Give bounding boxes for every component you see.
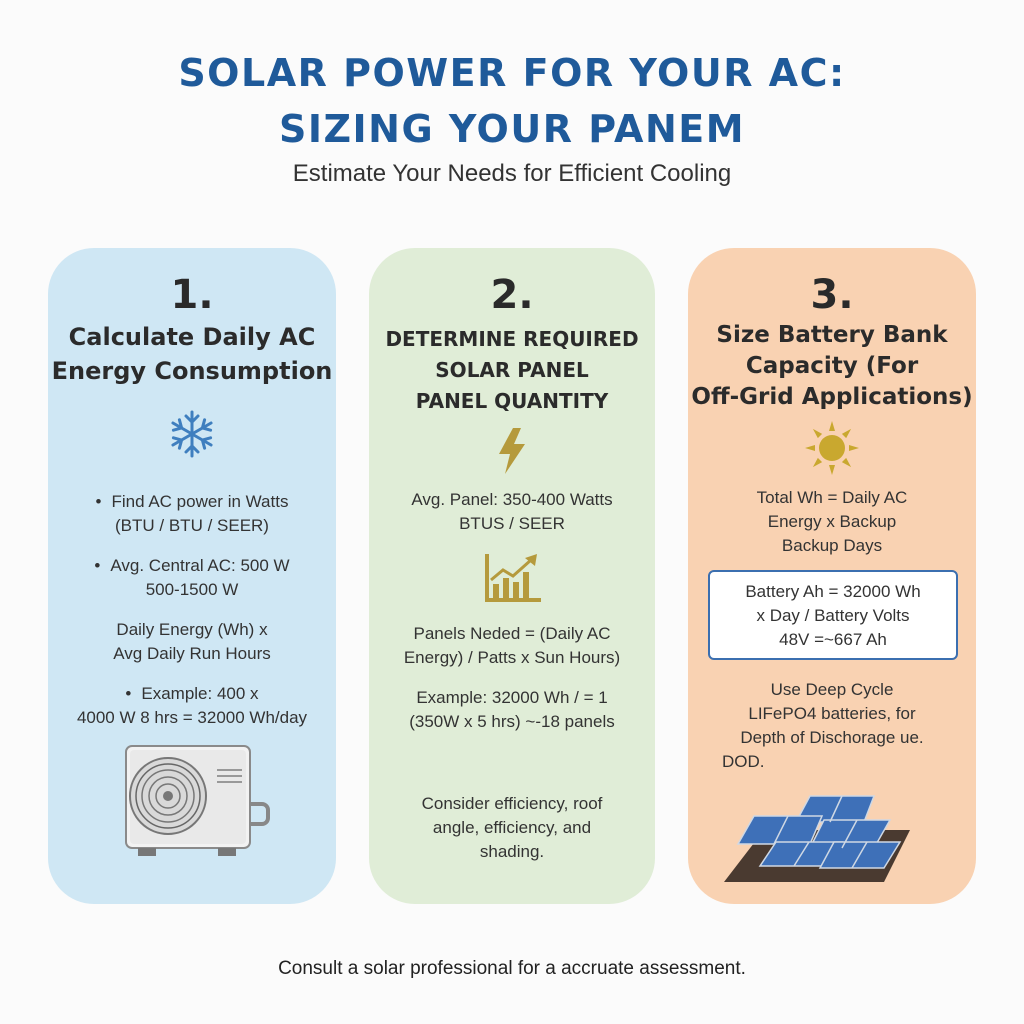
card-text-block — [48, 554, 336, 602]
solar-panels-icon — [724, 790, 910, 886]
card-title-line: Off-Grid Applications) — [691, 384, 973, 410]
card-title-line: Size Battery Bank — [716, 322, 948, 348]
ac-unit-icon — [122, 742, 272, 860]
card-title-line: Capacity (For — [745, 353, 919, 379]
card-title-line: PANEL QUANTITY — [415, 389, 609, 413]
text-line: DOD. — [722, 752, 765, 771]
card-text-block — [369, 622, 655, 670]
card-text-block — [48, 618, 336, 666]
text-line: 4000 W 8 hrs = 32000 Wh/day — [76, 708, 308, 727]
text-line: Energy) / Patts x Sun Hours) — [403, 648, 621, 667]
step-number: 1. — [170, 272, 214, 318]
text-line: 48V =~667 Ah — [779, 630, 887, 649]
step-number: 3. — [810, 272, 854, 318]
card-title — [369, 324, 655, 417]
card-text-block — [688, 486, 976, 558]
text-line: shading. — [479, 842, 545, 861]
text-line: Depth of Dischorage ue. — [740, 728, 924, 747]
card-text-block — [48, 682, 336, 730]
card-text-block — [688, 678, 976, 774]
card-text-block — [369, 792, 655, 864]
card-title — [688, 320, 976, 413]
footer-note: Consult a solar professional for a accruate assessment. — [278, 958, 746, 979]
text-line: Consider efficiency, roof — [421, 794, 603, 813]
page-title-line-2: SIZING YOUR PANEM — [278, 107, 746, 151]
card-solar-panel-quantity — [369, 248, 655, 904]
card-battery-bank — [688, 248, 976, 904]
page-subtitle: Estimate Your Needs for Efficient Cooling — [292, 160, 732, 187]
text-line: Backup Days — [781, 536, 883, 555]
lightning-icon — [495, 426, 529, 476]
sun-icon — [804, 420, 860, 476]
text-line: x Day / Battery Volts — [756, 606, 910, 625]
card-text-block — [48, 490, 336, 538]
text-line: Avg Daily Run Hours — [113, 644, 271, 663]
text-line: Energy x Backup — [767, 512, 897, 531]
text-line: Total Wh = Daily AC — [756, 488, 908, 507]
text-line: angle, efficiency, and — [432, 818, 592, 837]
card-ac-consumption — [48, 248, 336, 904]
snowflake-icon — [166, 408, 218, 460]
bullet-item: • Avg. Central AC: 500 W — [48, 554, 336, 578]
text-line: (BTU / BTU / SEER) — [115, 516, 269, 535]
text-line: Battery Ah = 32000 Wh — [745, 582, 921, 601]
step-number: 2. — [490, 272, 534, 318]
text-line: (350W x 5 hrs) ~-18 panels — [409, 712, 615, 731]
text-line: Example: 32000 Wh / = 1 — [416, 688, 608, 707]
text-line: Use Deep Cycle — [770, 680, 894, 699]
page-title-line-1: SOLAR POWER FOR YOUR AC: — [178, 51, 846, 95]
bullet-item: • Example: 400 x — [48, 682, 336, 706]
card-title-line: SOLAR PANEL — [435, 358, 589, 382]
card-title-line: Energy Consumption — [51, 357, 333, 385]
bullet-item: • Find AC power in Watts — [48, 490, 336, 514]
growth-chart-icon — [481, 552, 543, 604]
battery-formula-box — [708, 570, 958, 660]
card-text-block — [369, 488, 655, 536]
card-title — [48, 320, 336, 388]
text-line: BTUS / SEER — [459, 514, 565, 533]
text-line: Panels Neded = (Daily AC — [413, 624, 611, 643]
text-line: LIFePO4 batteries, for — [748, 704, 916, 723]
card-title-line: Calculate Daily AC — [68, 323, 316, 351]
text-line: Daily Energy (Wh) x — [116, 620, 268, 639]
card-text-block — [369, 686, 655, 734]
card-title-line: DETERMINE REQUIRED — [385, 327, 639, 351]
text-line: Avg. Panel: 350-400 Watts — [411, 490, 613, 509]
text-line: 500-1500 W — [145, 580, 239, 599]
